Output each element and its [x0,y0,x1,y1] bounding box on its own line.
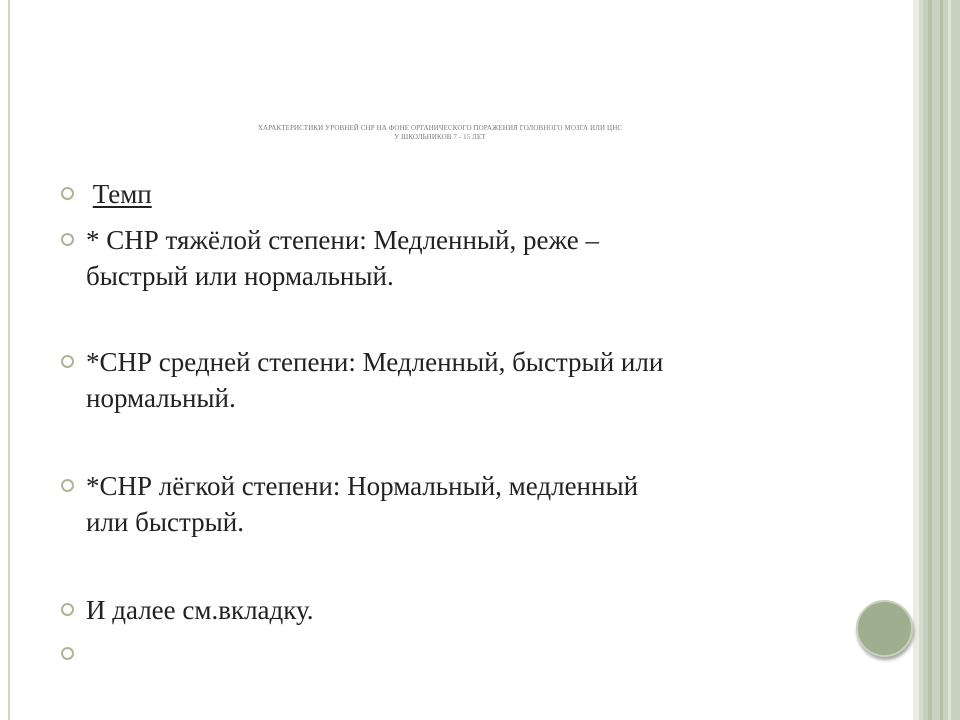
bullet-line: * СНР тяжёлой степени: Медленный, реже – [86,225,600,255]
bullet-text [86,344,826,416]
bullet-circle-icon [61,187,74,200]
bullet-item-severe [60,222,840,294]
bullet-line: Темп [92,179,152,209]
decorative-circle-icon [856,600,913,657]
slide-title-line-1: ХАРАКТЕРИСТИКИ УРОВНЕЙ СНР НА ФОНЕ ОРГАНИЧЕСКОГО ПОРАЖЕНИЯ ГОЛОВНОГО МОЗГА ИЛИ ЦНС [257,124,623,132]
bullet-circle-icon [61,603,74,616]
bullet-circle-icon [61,233,74,246]
bullet-item-mild [60,468,840,540]
bullet-text [86,468,826,540]
bullet-line: *СНР средней степени: Медленный, быстрый или [86,347,664,377]
bullet-line: нормальный. [86,383,236,413]
side-stripe [932,0,960,720]
bullet-text [86,592,826,628]
side-stripe [948,0,951,720]
bullet-item-see-tab [60,592,840,628]
bullet-line: или быстрый. [86,507,244,537]
bullet-text [86,176,826,212]
bullet-item-tempo [60,176,840,212]
slide-title [120,124,760,142]
left-frame-line [8,0,10,720]
slide-title-line-2: У ШКОЛЬНИКОВ 7 - 15 ЛЕТ [394,133,486,141]
bullet-text [86,222,826,294]
side-stripe [940,0,943,720]
bullet-line: И далее см.вкладку. [86,595,314,625]
bullet-line: *СНР лёгкой степени: Нормальный, медленный [86,471,639,501]
bullet-item-moderate [60,344,840,416]
bullet-line: быстрый или нормальный. [86,261,394,291]
bullet-circle-icon [61,647,74,660]
bullet-circle-icon [61,479,74,492]
bullet-circle-icon [61,355,74,368]
